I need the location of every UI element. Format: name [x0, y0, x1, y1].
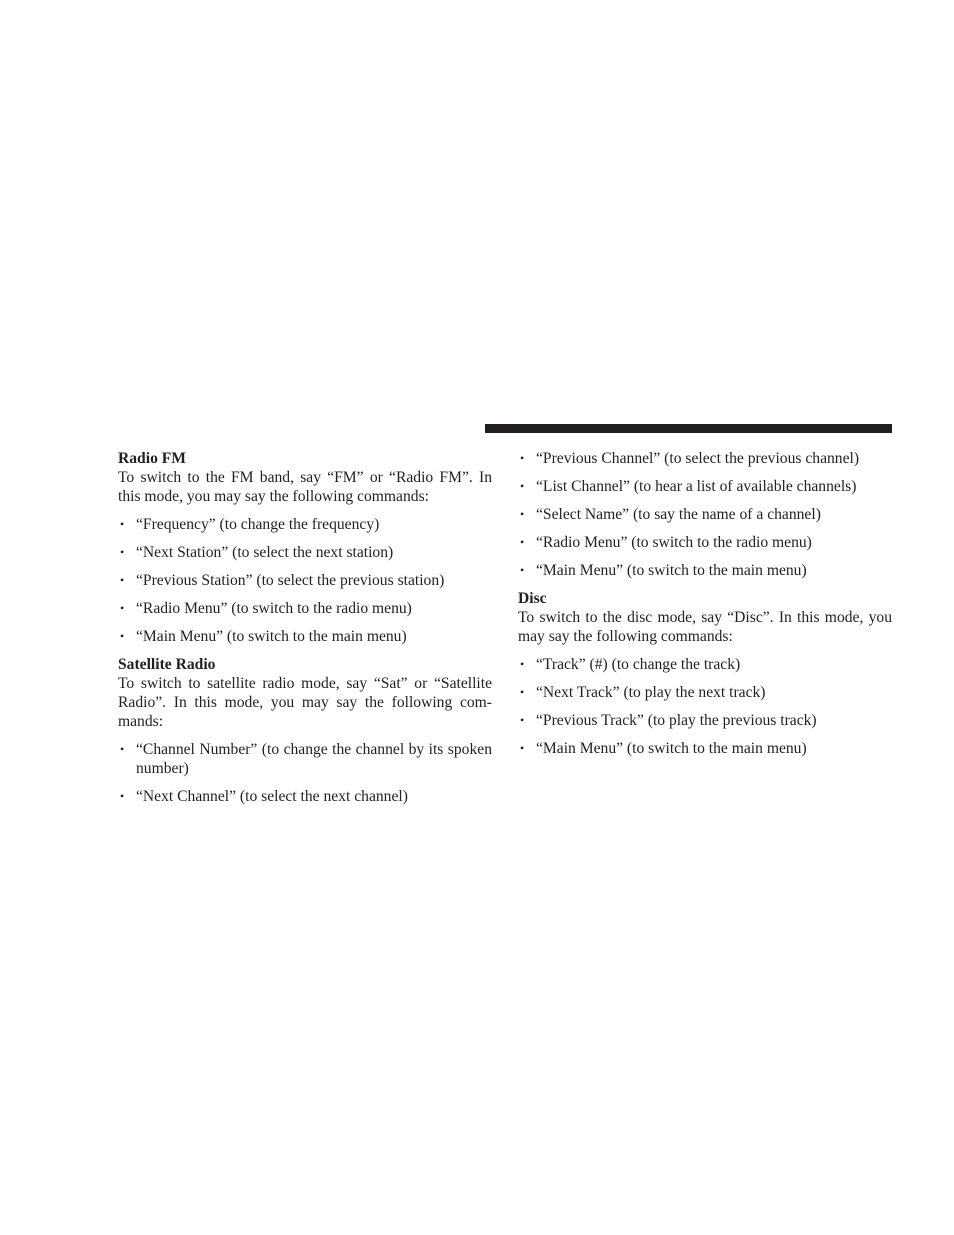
- list-item: • “Previous Station” (to select the previous station): [120, 572, 445, 589]
- radio-fm-heading: Radio FM: [118, 450, 187, 467]
- bullet-icon: •: [520, 507, 525, 521]
- list-item: • “Next Track” (to play the next track): [520, 684, 766, 701]
- bullet-icon: •: [520, 657, 525, 671]
- satellite-radio-command-list: [118, 740, 492, 806]
- list-item: • “Main Menu” (to switch to the main menu): [520, 562, 807, 579]
- bullet-icon: •: [120, 789, 125, 803]
- list-item: • “Previous Track” (to play the previous track): [520, 712, 817, 729]
- list-item: • “Next Channel” (to select the next channel): [120, 788, 408, 805]
- disc-command-list: [518, 655, 892, 758]
- list-item: • “Main Menu” (to switch to the main menu): [520, 740, 807, 757]
- list-item: • “List Channel” (to hear a list of available channels): [520, 478, 857, 495]
- satellite-radio-intro: To switch to satellite radio mode, say “Sat” or “Satellite Radio”. In this mode, you may say the following com-mands:: [118, 675, 492, 730]
- list-item: • “Next Station” (to select the next station): [120, 544, 394, 561]
- list-item: • “Previous Channel” (to select the previous channel): [520, 450, 860, 467]
- disc-intro: To switch to the disc mode, say “Disc”. In this mode, you may say the following commands:: [518, 609, 892, 645]
- bullet-icon: •: [520, 451, 525, 465]
- disc-heading: Disc: [518, 590, 547, 607]
- bullet-icon: •: [520, 479, 525, 493]
- bullet-icon: •: [120, 629, 125, 643]
- satellite-radio-command-list-continued: [518, 449, 892, 580]
- radio-fm-command-list: [118, 515, 492, 646]
- header-rule: [485, 424, 892, 433]
- bullet-icon: •: [520, 563, 525, 577]
- list-item: • “Select Name” (to say the name of a channel): [520, 506, 821, 523]
- bullet-icon: •: [120, 573, 125, 587]
- bullet-icon: •: [520, 535, 525, 549]
- list-item: • “Channel Number” (to change the channel by its spoken number): [120, 741, 492, 777]
- list-item: • “Radio Menu” (to switch to the radio menu): [120, 600, 412, 617]
- bullet-icon: •: [120, 517, 125, 531]
- bullet-icon: •: [120, 742, 125, 756]
- list-item: • “Track” (#) (to change the track): [520, 656, 741, 673]
- radio-fm-intro: To switch to the FM band, say “FM” or “Radio FM”. In this mode, you may say the following commands:: [118, 469, 492, 505]
- bullet-icon: •: [520, 713, 525, 727]
- bullet-icon: •: [120, 601, 125, 615]
- satellite-radio-heading: Satellite Radio: [118, 656, 216, 673]
- bullet-icon: •: [120, 545, 125, 559]
- left-column: [118, 449, 492, 815]
- right-column: [518, 449, 892, 767]
- bullet-icon: •: [520, 685, 525, 699]
- list-item: • “Frequency” (to change the frequency): [120, 516, 380, 533]
- list-item: • “Radio Menu” (to switch to the radio menu): [520, 534, 812, 551]
- bullet-icon: •: [520, 741, 525, 755]
- list-item: • “Main Menu” (to switch to the main menu): [120, 628, 407, 645]
